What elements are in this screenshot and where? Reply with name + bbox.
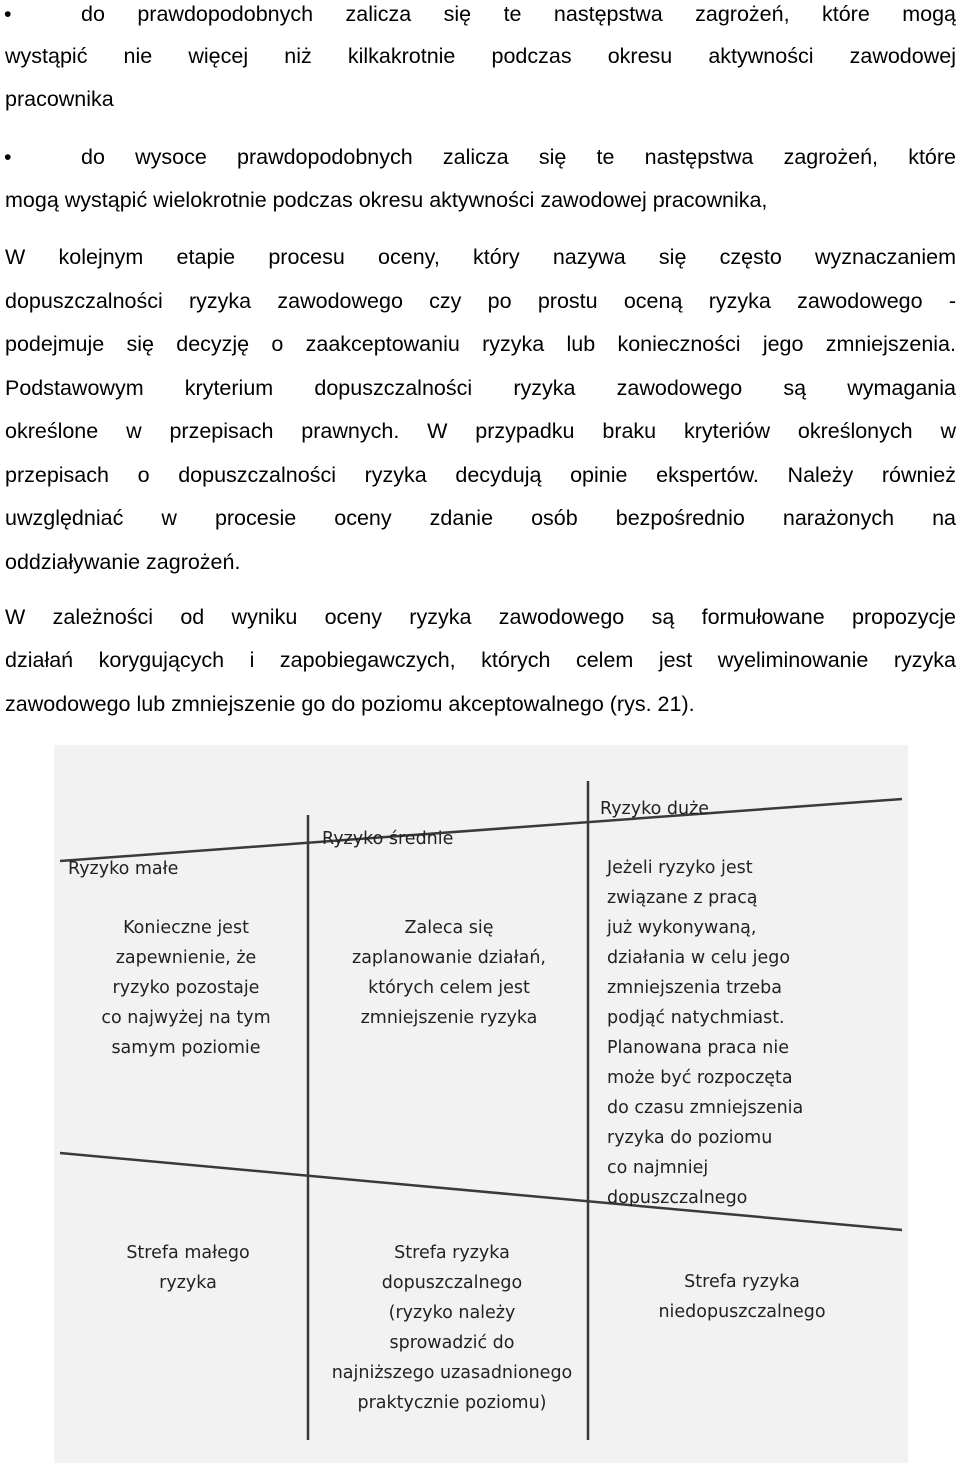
paragraph-1-line: W kolejnym etapie procesu oceny, który nazywa się często wyznaczaniem [5, 245, 956, 269]
bullet-icon: • [4, 145, 12, 169]
header-medium-risk: Ryzyko średnie [322, 829, 454, 849]
bullet-2-line-1: do wysoce prawdopodobnych zalicza się te następstwa zagrożeń, które [81, 145, 956, 169]
medium-risk-description: Zaleca się zaplanowanie działań, których celem jest zmniejszenie ryzyka [352, 918, 546, 1028]
paragraph-2-line: działań korygujących i zapobiegawczych, których celem jest wyeliminowanie ryzyka [5, 648, 956, 672]
zone-acceptable-risk: Strefa ryzyka dopuszczalnego (ryzyko należy sprowadzić do najniższego uzasadnionego praktycznie poziomu) [331, 1243, 573, 1413]
paragraph-1-line: uwzględniać w procesie oceny zdanie osób bezpośrednio narażonych na [5, 506, 956, 530]
high-risk-description: Jeżeli ryzyko jest związane z pracą już wykonywaną, działania w celu jego zmniejszenia trzeba podjąć natychmiast. Planowana praca nie może być rozpoczęta do czasu zmniejszenia ryzyka do poziomu co najmniej dopuszczalnego [607, 858, 804, 1208]
paragraph-1-line: podejmuje się decyzję o zaakceptowaniu ryzyka lub konieczności jego zmniejszenia. [5, 332, 956, 356]
paragraph-2-line: W zależności od wyniku oceny ryzyka zawodowego są formułowane propozycje [5, 605, 956, 629]
risk-zones-figure [54, 745, 908, 1463]
header-low-risk: Ryzyko małe [68, 859, 179, 879]
bullet-1-line-2: wystąpić nie więcej niż kilkakrotnie podczas okresu aktywności zawodowej [5, 44, 956, 68]
bullet-1-line-3: pracownika [5, 87, 114, 111]
paragraph-1-line: określone w przepisach prawnych. W przypadku braku kryteriów określonych w [5, 419, 956, 443]
header-high-risk: Ryzyko duże [600, 799, 710, 819]
zone-unacceptable-risk: Strefa ryzyka niedopuszczalnego [658, 1272, 826, 1322]
paragraph-2-line: zawodowego lub zmniejszenie go do poziomu akceptowalnego (rys. 21). [5, 692, 695, 716]
paragraph-1-line: Podstawowym kryterium dopuszczalności ryzyka zawodowego są wymagania [5, 376, 956, 400]
zone-low-risk: Strefa małego ryzyka [126, 1243, 250, 1293]
low-risk-description: Konieczne jest zapewnienie, że ryzyko pozostaje co najwyżej na tym samym poziomie [101, 918, 271, 1058]
bullet-2-line-2: mogą wystąpić wielokrotnie podczas okresu aktywności zawodowej pracownika, [5, 188, 768, 212]
paragraph-1-line: dopuszczalności ryzyka zawodowego czy po prostu oceną ryzyka zawodowego - [5, 289, 956, 313]
paragraph-1-line: przepisach o dopuszczalności ryzyka decydują opinie ekspertów. Należy również [5, 463, 956, 487]
bullet-1-line-1: do prawdopodobnych zalicza się te następstwa zagrożeń, które mogą [81, 2, 956, 26]
bullet-icon: • [4, 2, 12, 26]
paragraph-1-line: oddziaływanie zagrożeń. [5, 550, 241, 574]
